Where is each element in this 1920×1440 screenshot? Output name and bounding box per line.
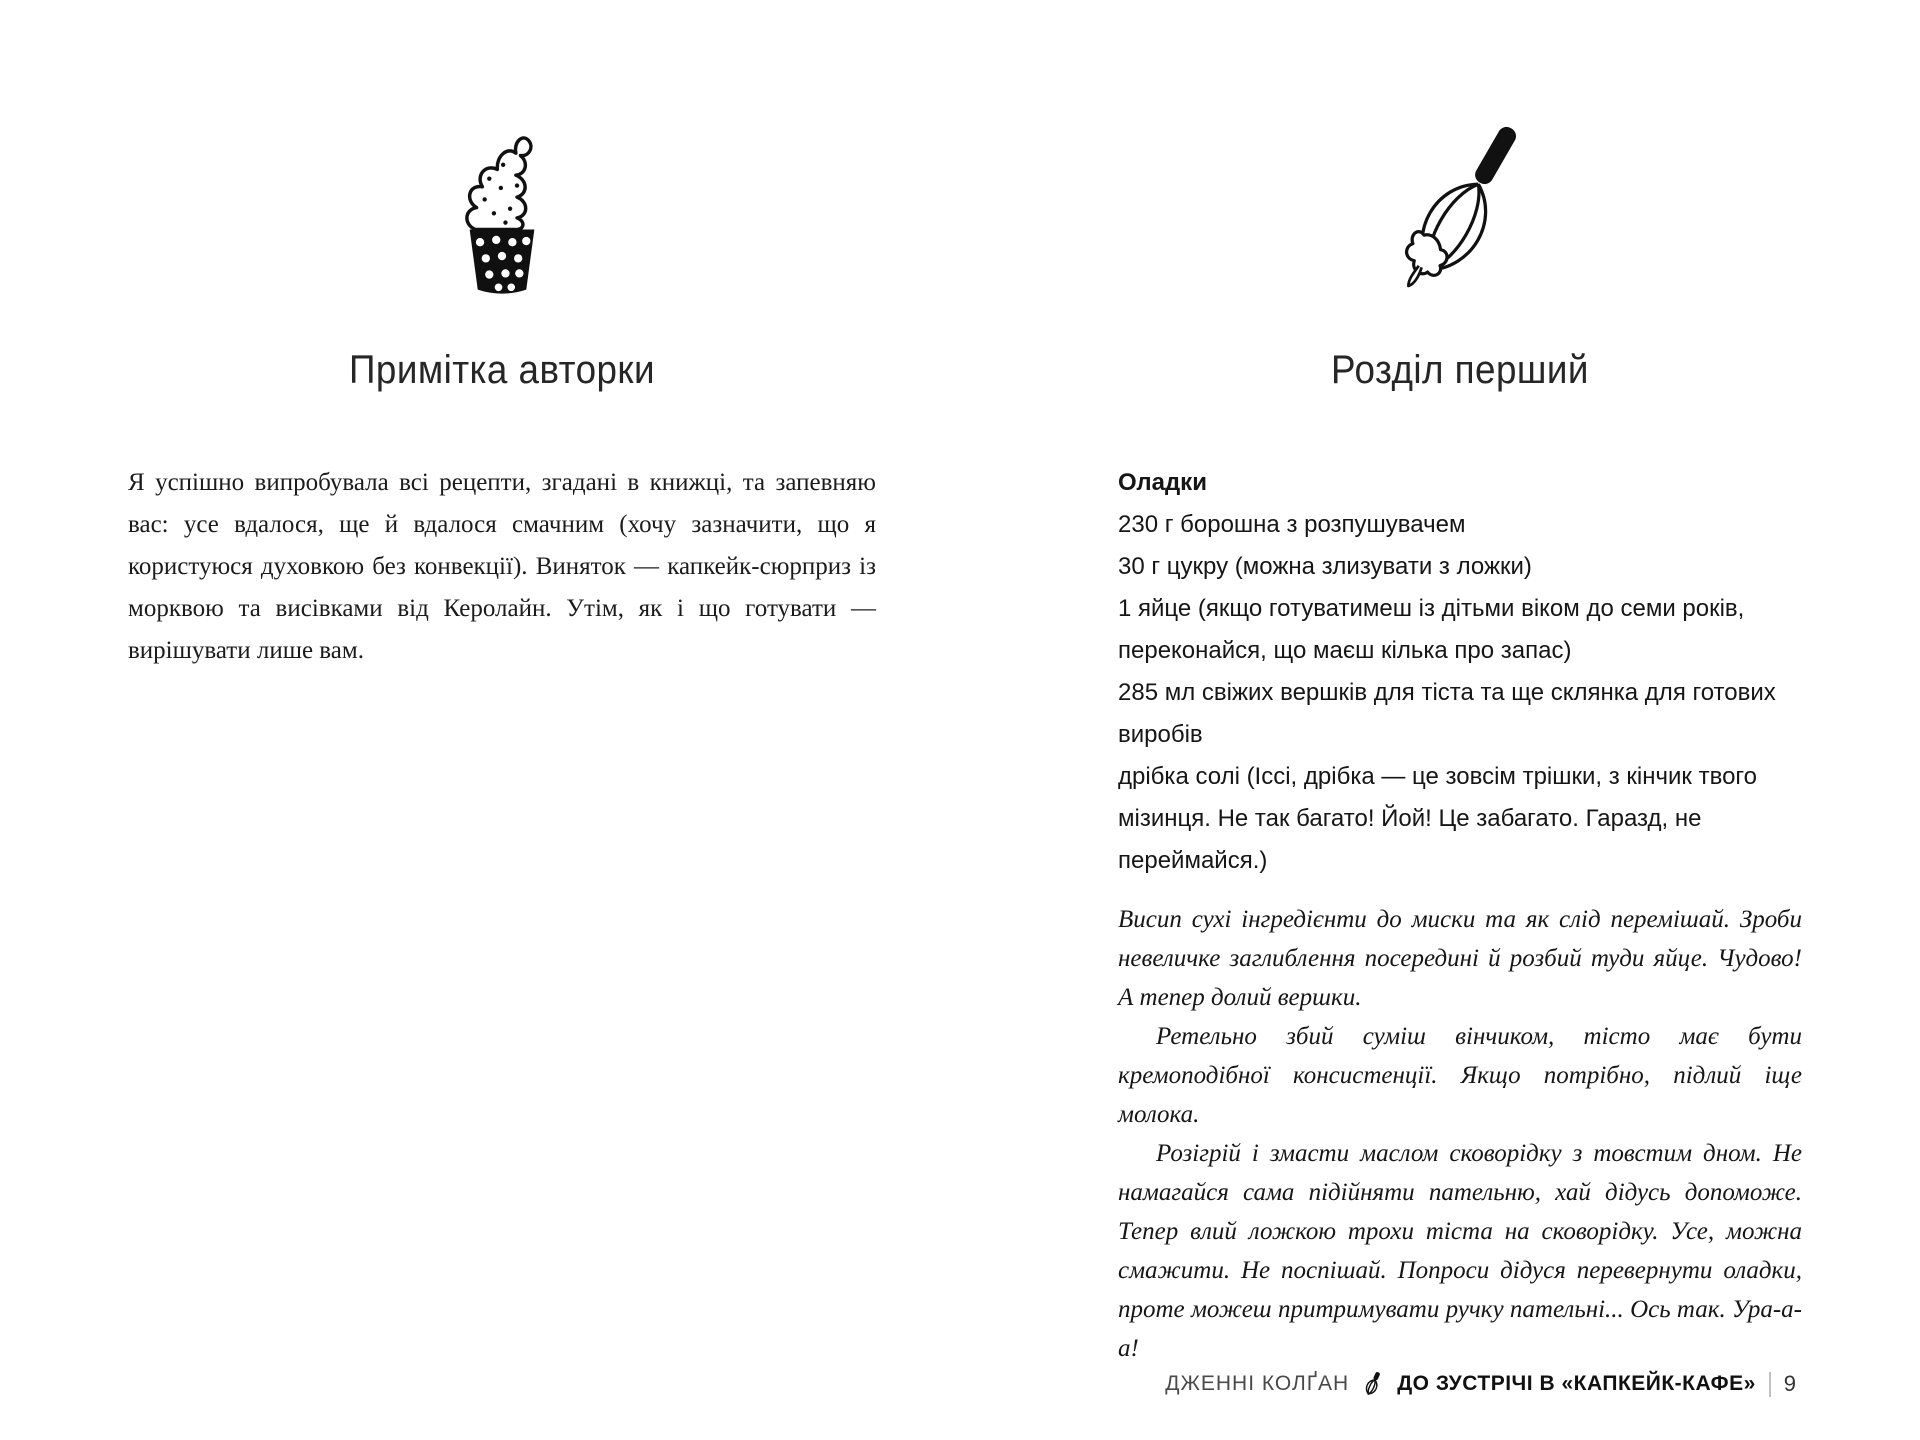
recipe-ingredient: 1 яйце (якщо готуватимеш із дітьми віком до семи років, переконайся, що маєш кілька про запас) — [1118, 595, 1745, 664]
recipe-name: Оладки — [1118, 469, 1207, 496]
instruction-paragraph: Висип сухі інгредієнти до миски та як слід перемішай. Зроби невеличке заглиблення посередині й розбий туди яйце. Чудово! А тепер долий вершки. — [1118, 906, 1802, 1011]
footer-page-number: 9 — [1783, 1371, 1796, 1396]
recipe-ingredient: дрібка солі (Іссі, дрібка — це зовсім трішки, з кінчик твого мізинця. Не так багато! Йой! Це забагато. Гаразд, не переймайся.) — [1118, 763, 1757, 874]
recipe-ingredient: 30 г цукру (можна злизувати з ложки) — [1118, 553, 1532, 580]
footer-author: ДЖЕННІ КОЛҐАН — [1165, 1372, 1350, 1395]
right-page — [1118, 0, 1802, 1440]
footer-book-title: ДО ЗУСТРІЧІ В «КАПКЕЙК-КАФЕ» — [1397, 1372, 1756, 1395]
instruction-paragraph: Розігрій і змасти маслом сковорідку з товстим дном. Не намагайся сама підійняти пательню, хай дідусь допоможе. Тепер влий ложкою трохи тіста на сковорідку. Усе, можна смажити. Не поспішай. Попроси дідуся перевернути оладки, проте можеш притримувати ручку пательні... Ось так. Ура-а-а! — [1118, 1140, 1802, 1362]
left-page — [128, 0, 876, 1440]
footer-whisk-ornament-icon — [1362, 1370, 1384, 1398]
whisk-icon — [1118, 108, 1802, 324]
left-page-title: Примітка авторки — [348, 348, 655, 392]
recipe-ingredient: 230 г борошна з розпушувачем — [1118, 511, 1466, 538]
recipe-block — [1118, 462, 1802, 882]
instruction-paragraph: Ретельно збий суміш вінчиком, тісто має бути кремоподібної консистенції. Якщо потрібно, підлий іще молока. — [1118, 1023, 1802, 1128]
footer-divider — [1769, 1372, 1771, 1397]
page-footer — [1165, 1370, 1796, 1398]
recipe-ingredient: 285 мл свіжих вершків для тіста та ще склянка для готових виробів — [1118, 679, 1776, 748]
right-page-title: Розділ перший — [1331, 348, 1589, 392]
instructions-block — [1118, 900, 1802, 1368]
author-note-text: Я успішно випробувала всі рецепти, згадані в книжці, та запевняю вас: усе вдалося, ще й вдалося смачним (хочу зазначити, що я користуюся духовкою без конвекції). Виняток — капкейк-сюрприз із морквою та висівками від Керолайн. Утім, як і що готувати — вирішувати лише вам. — [128, 469, 876, 664]
cupcake-icon — [128, 118, 876, 304]
